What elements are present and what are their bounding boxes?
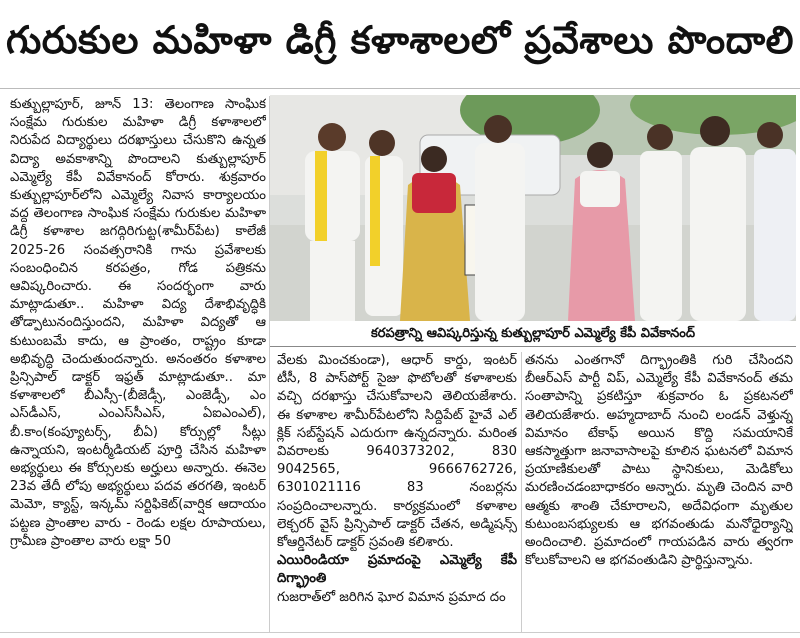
article-text-col1: కుత్బుల్లాపూర్, జూన్ 13: తెలంగాణ సాంఘిక సంక్షేమ గురుకుల మహిళా డిగ్రీ కళాశాలలో నిరుపేద విద్యార్థులు దరఖాస్తులు చేసుకొని ఉన్నత విద్యా అవకాశాన్ని పొందాలని కుత్బుల్లాపూర్ ఎమ్మెల్యే కేపీ వివేకానంద్ కోరారు. శుక్రవారం కుత్బుల్లాపూర్‌లోని ఎమ్మెల్యే నివాస కార్యాలయం వద్ద తెలంగాణ సాంఘిక సంక్షేమ గురుకుల మహిళా డిగ్రీ కళాశాల జగద్గిరిగుట్ట(శామీర్‌పేట) కాలేజీ 2025-26 సంవత్సరానికి గాను ప్రవేశాలకు సంబంధించిన కరపత్రం, గోడ పత్రికను ఆవిష్కరించారు. ఈ సందర్భంగా వారు మాట్లాడుతూ.. మహిళా విద్య దేశాభివృద్ధికి తోడ్పాటునందిస్తుందని, మహిళా విద్యతో ఆ కుటుంబమే కాదు, ఆ ప్రాంతం, రాష్ట్రం కూడా అభివృద్ధి చెందుతుందన్నారు. అనంతరం కళాశాల ప్రిన్సిపాల్ డాక్టర్ ఇఫ్రత్ మాట్లాడుతూ.. మా కళాశాలలో బీఎస్సీ-(బీజెడ్సీ, ఎంజెడ్సీ, ఎం ఎస్‌డీఎస్, ఎంఎస్‌సీఎస్, ఏఐఎంఎల్), బీ.కాం(కంప్యూటర్స్, బీఏ) కోర్సుల్లో సీట్లు ఉన్నాయని, ఇంటర్మీడియట్ పూర్తి చేసిన మహిళా అభ్యర్థులు ఈ కోర్సులకు అర్హులు అన్నారు. ఈనెల 23వ తేదీ లోపు అభ్యర్థులు పదవ తరగతి, ఇంటర్ మెమో, క్యాస్ట్, ఇన్కమ్ సర్టిఫికెట్(వార్షిక ఆదాయం పట్టణ ప్రాంతాల వారు - రెండు లక్షల రూపాయలు, గ్రామీణ ప్రాంతాల వారు లక్షా 50 <box>10 97 266 549</box>
article-column-2 <box>277 352 517 632</box>
headline-bar <box>0 0 800 89</box>
article-column-1 <box>10 96 266 632</box>
news-photo <box>270 95 796 321</box>
headline: గురుకుల మహిళా డిగ్రీ కళాశాలలో ప్రవేశాలు పొందాలి <box>5 18 794 62</box>
article-column-3 <box>525 352 793 632</box>
column-divider <box>269 96 270 632</box>
photo-caption: కరపత్రాన్ని ఆవిష్కరిస్తున్న కుత్బుల్లాపూర్ ఎమ్మెల్యే కేపీ వివేకానంద్ <box>270 322 796 347</box>
bottom-divider <box>0 632 800 633</box>
photo-illustration <box>270 95 796 321</box>
article-text-col2: వేలకు మించకుండా), ఆధార్ కార్డు, ఇంటర్ టీసీ, 8 పాస్‌పోర్ట్ సైజు ఫొటోలతో కళాశాలకు వచ్చి దరఖాస్తు చేసుకోవాలని తెలియజేశారు. ఈ కళాశాల శామీర్‌పేటలోని సిద్దిపేట్ హైవే ఎల్ క్లిక్ సబ్‌స్టేషన్ ఎదురుగా ఉన్నదన్నారు. మరింత వివరాలకు 9640373202, 830 9042565, 9666762726, 6301021116 83 నంబర్లను సంప్రదించాలన్నారు. కార్యక్రమంలో కళాశాల లెక్చరర్ వైస్ ప్రిన్సిపాల్ డాక్టర్ చేతన, అడ్మిషన్స్ కోఆర్డినేటర్ డాక్టర్ స్రవంతి కలిశారు. <box>277 353 517 551</box>
article-text-col3: తనను ఎంతగానో దిగ్భ్రాంతికి గురి చేసిందని బీఆర్ఎస్ పార్టీ విప్, ఎమ్మెల్యే కేపీ వివేకానంద్ తమ సంతాపాన్ని ప్రకటిస్తూ శుక్రవారం ఓ ప్రకటనలో తెలియజేశారు. అహ్మదాబాద్ నుంచి లండన్ వెళ్తున్న విమానం టేకాఫ్ అయిన కొద్ది సమయానికే ఆకస్మాత్తుగా జనావాసాలపై కూలిన ఘటనలో విమాన ప్రయాణికులతో పాటు స్థానికులు, మెడికోలు మరణించడంబాధాకరం అన్నారు. మృతి చెందిన వారి ఆత్మకు శాంతి చేకూరాలని, అదేవిధంగా మృతుల కుటుంబసభ్యులకు ఆ భగవంతుడు మనోధైర్యాన్ని అందించాలి. ప్రమాదంలో గాయపడిన వారు త్వరగా కోలుకోవాలని ఆ భగవంతుడిని ప్రార్థిస్తున్నాను. <box>525 353 793 569</box>
article-text-col2-tail: గుజరాత్‌లో జరిగిన ఘోర విమాన ప్రమాద దం <box>277 589 506 605</box>
column-divider <box>521 352 522 632</box>
subheading: ఎయిరిండియా ప్రమాదంపై ఎమ్మెల్యే కేపీ దిగ్భ్రాంతి <box>277 553 517 587</box>
